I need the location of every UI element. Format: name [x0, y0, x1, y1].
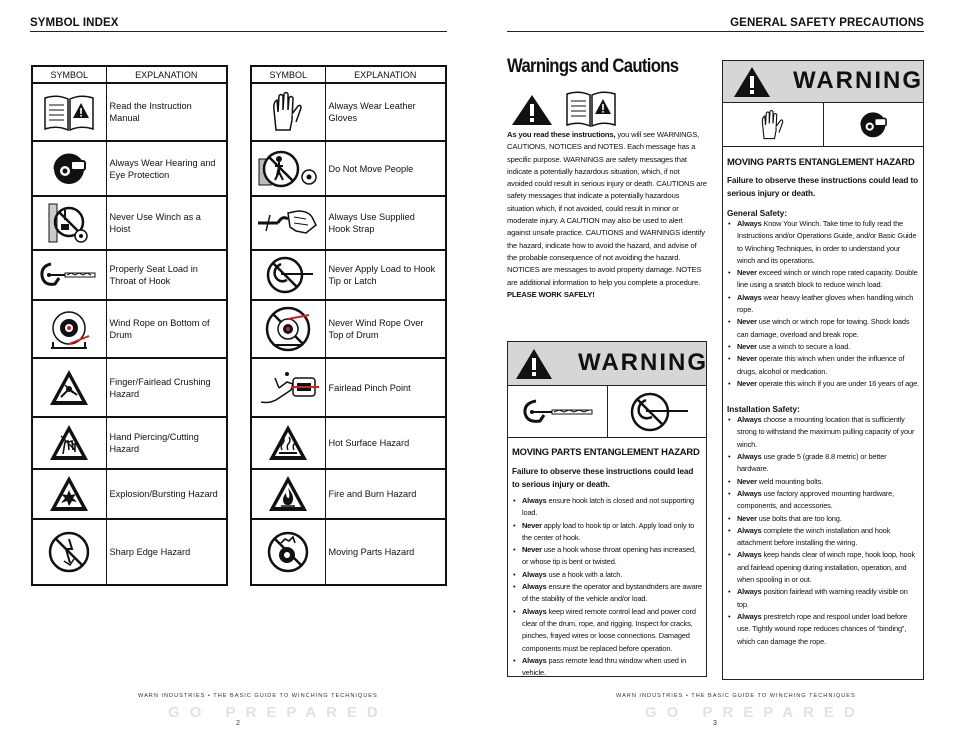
table-row	[251, 141, 446, 196]
table-row	[251, 469, 446, 519]
footer-slogan-right: GO PREPARED	[645, 704, 865, 721]
manual-icon	[41, 90, 97, 134]
warning-banner	[508, 342, 706, 386]
gloves-icon	[758, 107, 788, 143]
symbol-explanation: Sharp Edge Hazard	[106, 519, 227, 585]
general-safety-title: General Safety:	[727, 209, 788, 218]
hook-throat-icon	[37, 258, 101, 292]
explanation-column-header: EXPLANATION	[106, 66, 227, 83]
list-item: • Always keep hands clear of winch rope, hook loop, hook and fairlead opening during installation, operation, and when spooling in or out.	[727, 549, 919, 586]
warning-failure-text: Failure to observe these instructions could lead to serious injury or death.	[727, 176, 918, 198]
left-page-header: SYMBOL INDEX	[30, 17, 119, 29]
list-item: • Never operate this winch if you are under 16 years of age.	[727, 378, 919, 390]
warning-label: WARNING	[578, 349, 708, 376]
no-hook-tip-icon	[624, 390, 690, 434]
intro-paragraph	[507, 129, 707, 301]
footer-publisher-right: WARN INDUSTRIES • THE BASIC GUIDE TO WINCHING TECHNIQUES	[616, 693, 856, 699]
intro-body: you will see WARNINGS, CAUTIONS, NOTICES and NOTES. Each message has a specific purpose. WARNINGS are safety messages that indicate a potentially hazardous situation, which, if not avoided could result in serious injury or death. CAUTIONS are safety messages that indicate a potentially hazardous situation which, if not avoided, could result in minor or moderate injury. A CAUTION may also be used to alert against unsafe practice. CAUTIONS and WARNINGS identify the hazard, indicate how to avoid the hazard, and advise of the probable consequence of not avoiding the hazard. NOTICES are messages to avoid property damage. NOTES are additional information to help you complete a procedure.	[507, 130, 707, 287]
installation-safety-list	[727, 414, 919, 648]
right-header-rule	[507, 31, 924, 32]
table-row	[251, 519, 446, 585]
no-hook-tip-icon	[261, 254, 315, 296]
warning-list	[512, 495, 702, 679]
drum-bottom-icon	[45, 306, 93, 352]
footer-publisher-left: WARN INDUSTRIES • THE BASIC GUIDE TO WINCHING TECHNIQUES	[138, 693, 378, 699]
table-row	[32, 196, 227, 250]
list-item: • Never exceed winch or winch rope rated capacity. Double line using a snatch block to reduce winch load.	[727, 267, 919, 292]
symbol-explanation: Read the Instruction Manual	[106, 83, 227, 141]
list-item: • Always wear heavy leather gloves when handling winch rope.	[727, 292, 919, 317]
symbol-explanation: Moving Parts Hazard	[325, 519, 446, 585]
symbol-column-header: SYMBOL	[251, 66, 325, 83]
table-row	[251, 83, 446, 141]
general-safety-list	[727, 218, 919, 390]
list-item: • Never use a hook whose throat opening has increased, or whose tip is bent or twisted.	[512, 544, 702, 569]
table-row	[251, 300, 446, 358]
symbol-explanation: Hot Surface Hazard	[325, 417, 446, 469]
warning-triangle-icon	[733, 66, 771, 98]
table-row	[32, 141, 227, 196]
list-item: • Always choose a mounting location that is sufficiently strong to withstand the maximum pulling capacity of your winch.	[727, 414, 919, 451]
list-item: • Always use a hook with a latch.	[512, 569, 702, 581]
list-item: • Never weld mounting bolts.	[727, 476, 919, 488]
list-item: • Always complete the winch installation and hook attachment before installing the wiring.	[727, 525, 919, 550]
list-item: • Never use winch or winch rope for towing. Shock loads can damage, overload and break rope.	[727, 316, 919, 341]
installation-safety-title: Installation Safety:	[727, 405, 800, 415]
list-item: • Always Know Your Winch. Take time to fully read the Instructions and/or Operations Guide, and/or Basic Guide to Winching Techniques, in order to understand your winch and its operations.	[727, 218, 919, 267]
symbol-explanation: Finger/Fairlead Crushing Hazard	[106, 358, 227, 417]
list-item: • Always use grade 5 (grade 8.8 metric) or better hardware.	[727, 451, 919, 476]
warning-failure-text: Failure to observe these instructions could lead to serious injury or death.	[512, 467, 694, 489]
sharp-edge-icon	[46, 529, 92, 575]
symbol-explanation: Always Wear Leather Gloves	[325, 83, 446, 141]
table-row	[32, 519, 227, 585]
symbol-explanation: Explosion/Bursting Hazard	[106, 469, 227, 519]
symbol-table-right	[250, 65, 447, 586]
warning-triangle-icon	[515, 348, 553, 380]
list-item: • Never apply load to hook tip or latch. Apply load only to the center of hook.	[512, 520, 702, 545]
crush-hazard-icon	[47, 367, 91, 409]
hook-strap-icon	[256, 203, 320, 243]
warning-triangle-icon	[511, 94, 553, 126]
symbol-explanation: Always Wear Hearing and Eye Protection	[106, 141, 227, 196]
left-header-rule	[30, 31, 447, 32]
symbol-explanation: Never Wind Rope Over Top of Drum	[325, 300, 446, 358]
intro-tail: PLEASE WORK SAFELY!	[507, 289, 595, 299]
hot-surface-icon	[266, 422, 310, 464]
symbol-explanation: Do Not Move People	[325, 141, 446, 196]
table-row	[251, 196, 446, 250]
symbol-explanation: Wind Rope on Bottom of Drum	[106, 300, 227, 358]
table-row	[251, 417, 446, 469]
table-row	[251, 358, 446, 417]
table-row	[251, 250, 446, 300]
symbol-explanation: Never Apply Load to Hook Tip or Latch	[325, 250, 446, 300]
list-item: • Never use bolts that are too long.	[727, 513, 919, 525]
warning-heading: MOVING PARTS ENTANGLEMENT HAZARD	[727, 156, 915, 167]
fire-icon	[266, 473, 310, 515]
list-item: • Always prestretch rope and respool under load before use. Tightly wound rope reduces chances of “binding”, which can damage the rope.	[727, 611, 919, 648]
warning-label: WARNING	[793, 67, 923, 94]
list-item: • Always ensure hook latch is closed and not supporting load.	[512, 495, 702, 520]
list-item: • Never operate this winch when under the influence of drugs, alcohol or medication.	[727, 353, 919, 378]
symbol-explanation: Fairlead Pinch Point	[325, 358, 446, 417]
hand-piercing-icon	[47, 422, 91, 464]
right-page-header: GENERAL SAFETY PRECAUTIONS	[730, 17, 924, 29]
hearing-eye-protection-icon	[47, 147, 91, 191]
list-item: • Always pass remote lead thru window when used in vehicle.	[512, 655, 702, 680]
symbol-table-left	[31, 65, 228, 586]
explanation-column-header: EXPLANATION	[325, 66, 446, 83]
hearing-eye-protection-icon	[855, 107, 891, 143]
table-row	[32, 300, 227, 358]
no-drum-top-icon	[263, 305, 313, 353]
symbol-explanation: Fire and Burn Hazard	[325, 469, 446, 519]
footer-slogan-left: GO PREPARED	[168, 704, 388, 721]
page-number-left: 2	[236, 720, 240, 727]
table-row	[32, 358, 227, 417]
warning-icons	[723, 103, 923, 147]
symbol-column-header: SYMBOL	[32, 66, 106, 83]
table-row	[32, 417, 227, 469]
fairlead-pinch-icon	[257, 364, 319, 412]
list-item: • Never use a winch to secure a load.	[727, 341, 919, 353]
hook-throat-icon	[518, 395, 596, 429]
gloves-icon	[268, 90, 308, 134]
page-number-right: 3	[713, 720, 717, 727]
warning-box-moving-parts-1	[507, 341, 707, 677]
no-move-people-icon	[257, 147, 319, 191]
intro-lead: As you read these instructions,	[507, 130, 616, 139]
warning-icons	[508, 386, 706, 438]
list-item: • Always keep wired remote control lead and power cord clear of the drum, rope, and rigging. Inspect for cracks, pinches, frayed wires or loose connections. Damaged components must be replaced before operation.	[512, 606, 702, 655]
table-row	[32, 83, 227, 141]
warning-heading: MOVING PARTS ENTANGLEMENT HAZARD	[512, 446, 700, 457]
moving-parts-icon	[265, 529, 311, 575]
no-hoist-icon	[45, 200, 93, 246]
manual-icon	[563, 88, 619, 128]
list-item: • Always use factory approved mounting hardware, components, and accessories.	[727, 488, 919, 513]
symbol-explanation: Always Use Supplied Hook Strap	[325, 196, 446, 250]
list-item: • Always position fairlead with warning readily visible on top.	[727, 586, 919, 611]
symbol-explanation: Never Use Winch as a Hoist	[106, 196, 227, 250]
symbol-explanation: Properly Seat Load in Throat of Hook	[106, 250, 227, 300]
warning-box-moving-parts-2	[722, 60, 924, 680]
symbol-explanation: Hand Piercing/Cutting Hazard	[106, 417, 227, 469]
table-row	[32, 469, 227, 519]
page-title: Warnings and Cautions	[507, 56, 679, 77]
warning-banner	[723, 61, 923, 103]
list-item: • Always ensure the operator and bystandnders are aware of the stability of the vehicle and/or load.	[512, 581, 702, 606]
table-row	[32, 250, 227, 300]
explosion-icon	[47, 473, 91, 515]
